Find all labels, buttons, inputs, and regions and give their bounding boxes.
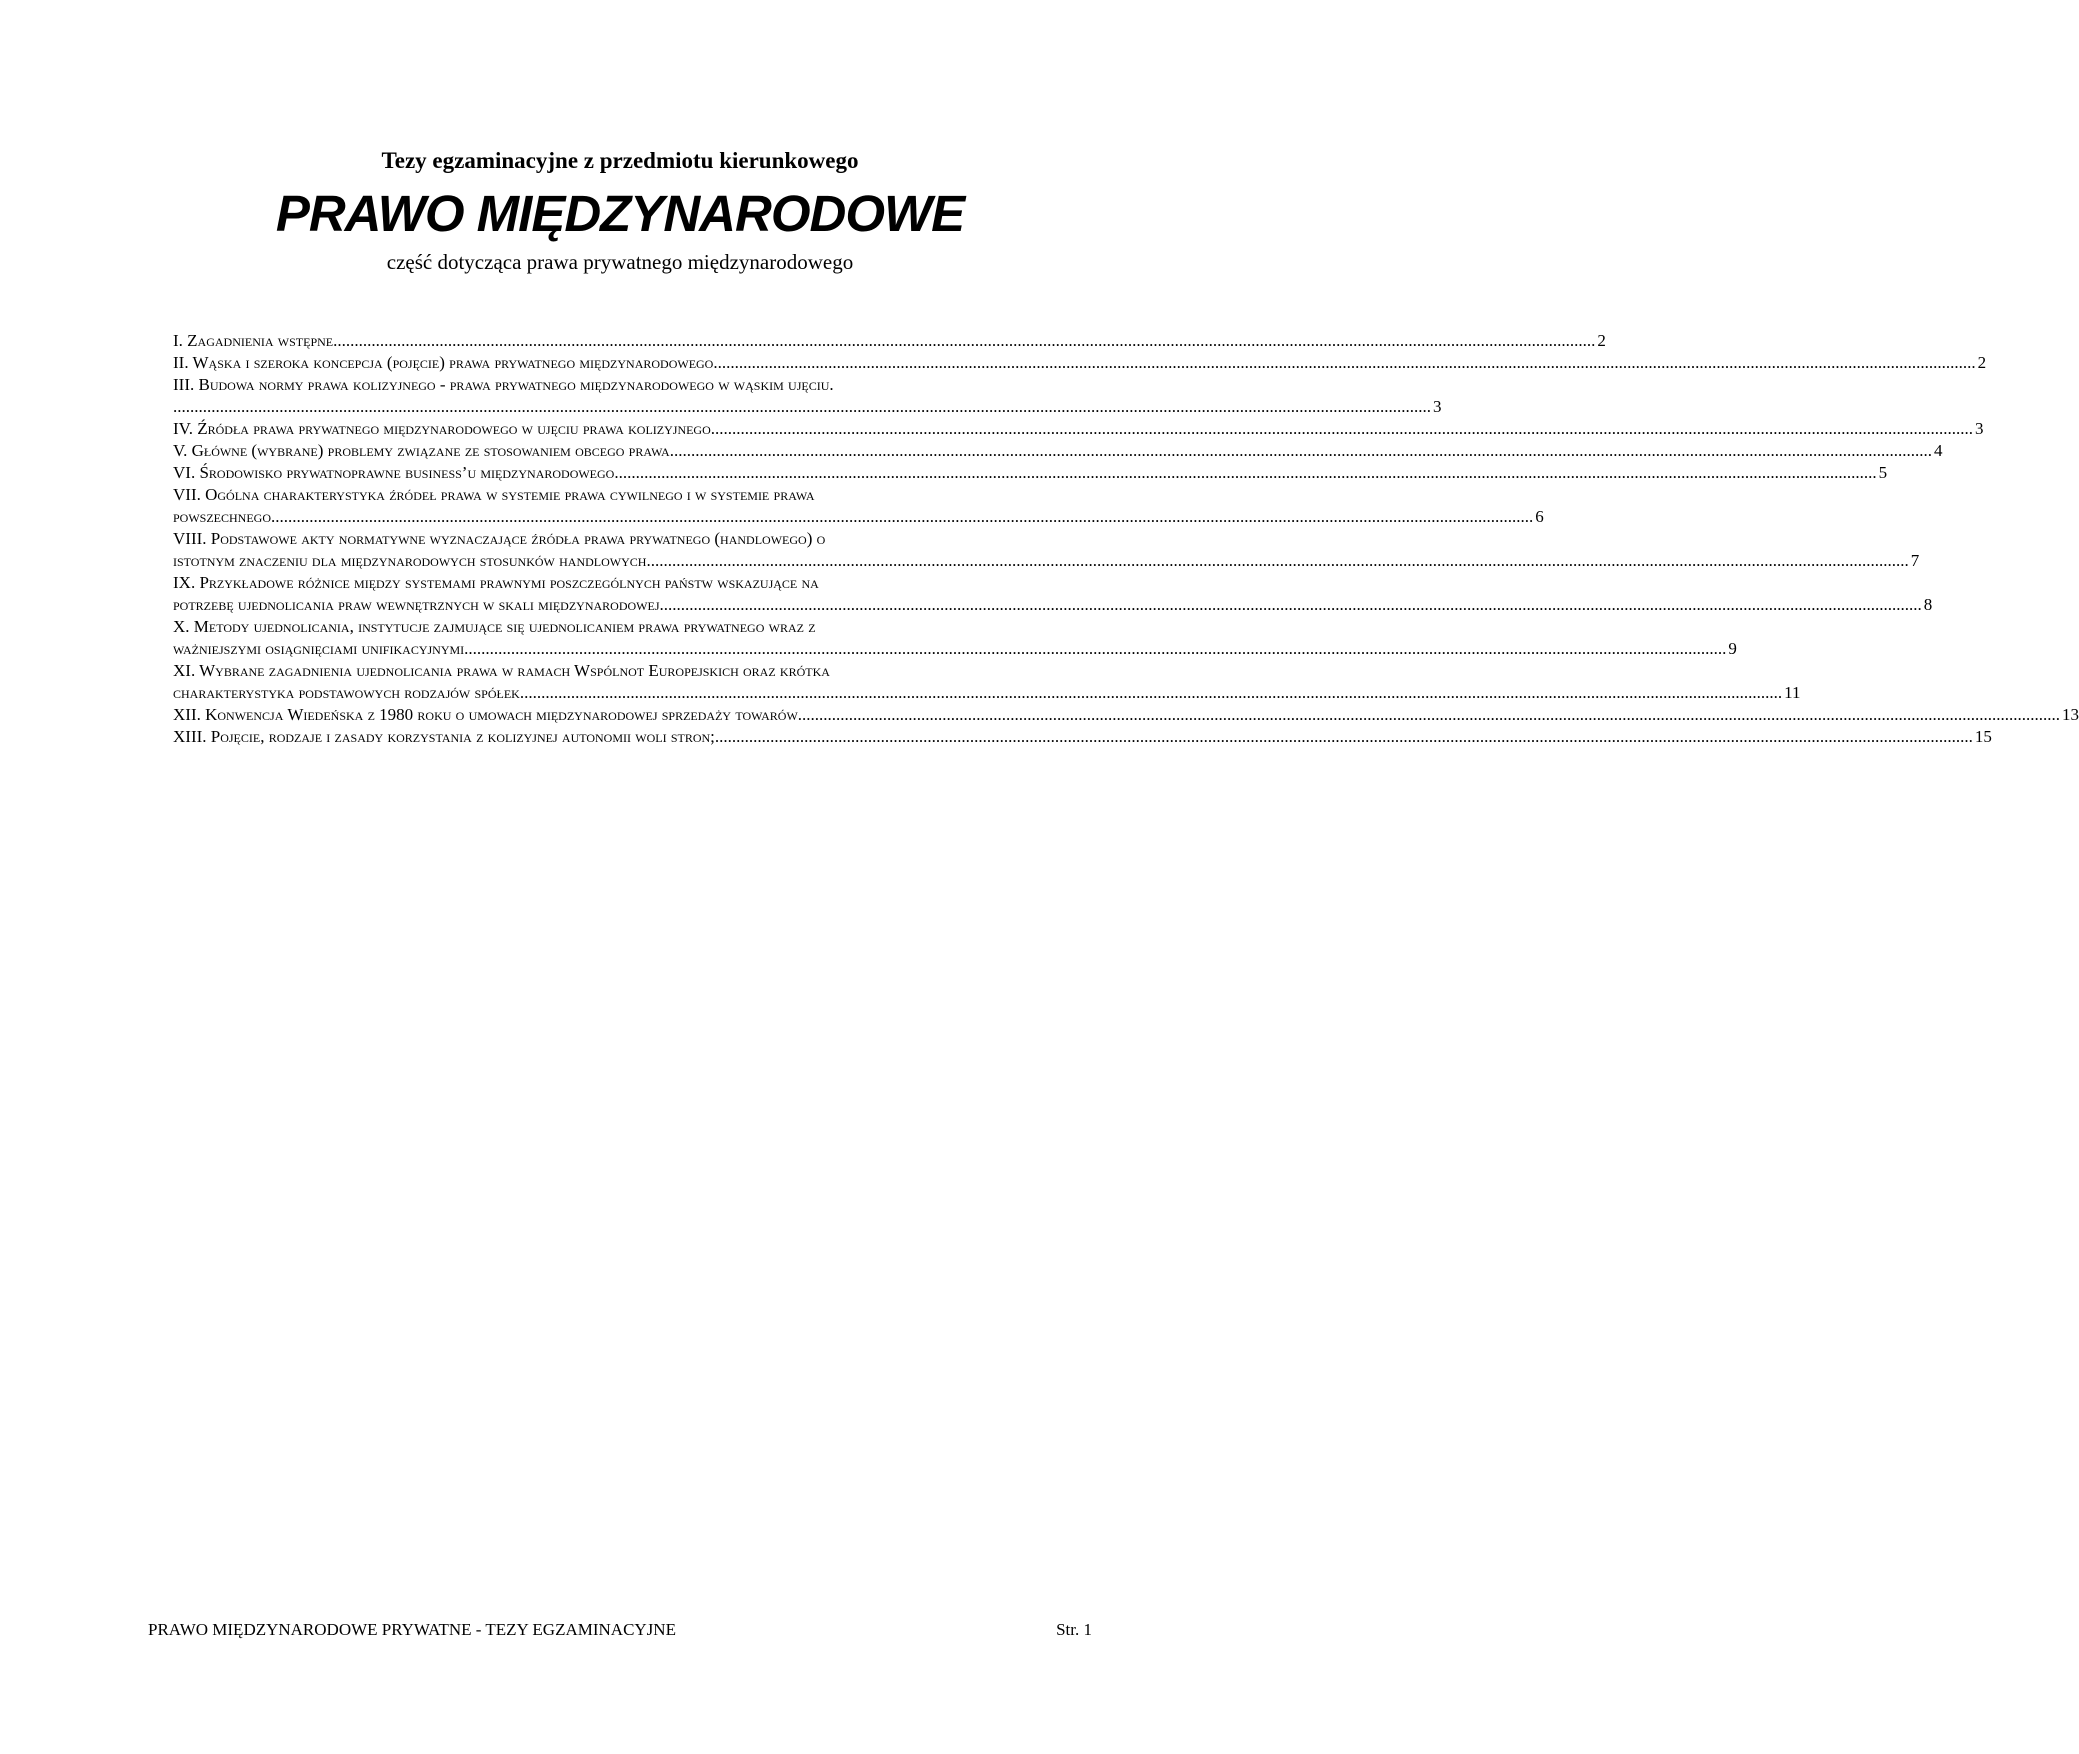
toc-dot-leader <box>664 594 1922 616</box>
toc-entry-title: IV. Źródła prawa prywatnego międzynarodowego w ujęciu prawa kolizyjnego. <box>173 419 716 438</box>
table-of-contents <box>173 330 2079 748</box>
toc-entry[interactable] <box>173 440 1943 462</box>
toc-entry[interactable] <box>173 660 1801 704</box>
toc-page-number: 8 <box>1923 595 1933 614</box>
document-subtitle: część dotycząca prawa prywatnego międzynarodowego <box>386 250 854 274</box>
toc-page-number: 6 <box>1535 507 1544 526</box>
toc-entry[interactable] <box>173 418 1984 440</box>
toc-dot-leader <box>674 440 1932 462</box>
document-title: PRAWO MIĘDZYNARODOWE <box>275 185 965 242</box>
toc-entry[interactable] <box>173 374 1442 418</box>
toc-entry-title: VI. Środowisko prywatnoprawne business’u międzynarodowego. <box>173 463 619 482</box>
toc-dot-leader <box>337 330 1595 352</box>
toc-entry-title-cont: istotnym znaczeniu dla międzynarodowych stosunków handlowych. <box>173 551 651 570</box>
toc-entry[interactable] <box>173 726 1992 748</box>
toc-entry[interactable] <box>173 572 1933 616</box>
toc-entry[interactable] <box>173 462 1888 484</box>
toc-page-number: 9 <box>1728 639 1737 658</box>
toc-entry-title: VIII. Podstawowe akty normatywne wyznaczające źródła prawa prywatnego (handlowego) o <box>173 529 826 548</box>
toc-dot-leader <box>275 506 1533 528</box>
toc-page-number: 11 <box>1784 683 1801 702</box>
toc-dot-leader <box>715 418 1973 440</box>
toc-dot-leader <box>802 704 2060 726</box>
toc-entry-title-cont: charakterystyka podstawowych rodzajów spółek. <box>173 683 525 702</box>
toc-entry[interactable] <box>173 704 2079 726</box>
toc-entry-title-cont: ważniejszymi osiągnięciami unifikacyjnymi. <box>173 639 469 658</box>
toc-page-number: 7 <box>1910 551 1920 570</box>
toc-page-number: 2 <box>1977 353 1987 372</box>
toc-page-number: 3 <box>1433 397 1442 416</box>
toc-entry[interactable] <box>173 330 1606 352</box>
toc-entry-title: I. Zagadnienia wstępne. <box>173 331 338 350</box>
toc-entry-title: XII. Konwencja Wiedeńska z 1980 roku o umowach międzynarodowej sprzedaży towarów. <box>173 705 803 724</box>
toc-entry-title: XI. Wybrane zagadnienia ujednolicania prawa w ramach Wspólnot Europejskich oraz krótka <box>173 661 830 680</box>
toc-dot-leader <box>468 638 1726 660</box>
toc-dot-leader <box>651 550 1909 572</box>
toc-page-number: 3 <box>1975 419 1984 438</box>
toc-entry[interactable] <box>173 528 1920 572</box>
toc-entry[interactable] <box>173 484 1544 528</box>
toc-entry[interactable] <box>173 616 1737 660</box>
toc-entry-title: IX. Przykładowe różnice między systemami prawnymi poszczególnych państw wskazujące na <box>173 573 819 592</box>
toc-entry-title: V. Główne (wybrane) problemy związane ze stosowaniem obcego prawa. <box>173 441 674 460</box>
toc-page-number: 13 <box>2062 705 2079 724</box>
toc-entry-title-cont: potrzebę ujednolicania praw wewnętrznych w skali międzynarodowej. <box>173 595 664 614</box>
toc-page-number: 2 <box>1597 331 1606 350</box>
toc-dot-leader <box>524 682 1782 704</box>
toc-entry-title: XIII. Pojęcie, rodzaje i zasady korzystania z kolizyjnej autonomii woli stron; <box>173 727 715 746</box>
page-footer <box>148 1620 1092 1640</box>
toc-entry-title: VII. Ogólna charakterystyka źródeł prawa w systemie prawa cywilnego i w systemie prawa <box>173 485 815 504</box>
toc-page-number: 5 <box>1878 463 1888 482</box>
toc-dot-leader <box>619 462 1877 484</box>
toc-entry[interactable] <box>173 352 1987 374</box>
footer-document-title: PRAWO MIĘDZYNARODOWE PRYWATNE - TEZY EGZAMINACYJNE <box>148 1620 676 1639</box>
toc-entry-title-cont: powszechnego. <box>173 507 276 526</box>
toc-entry-title: II. Wąska i szeroka koncepcja (pojęcie) prawa prywatnego międzynarodowego. <box>173 353 718 372</box>
toc-page-number: 4 <box>1933 441 1943 460</box>
toc-dot-leader <box>715 726 1973 748</box>
document-pretitle: Tezy egzaminacyjne z przedmiotu kierunkowego <box>381 148 859 173</box>
toc-page-number: 15 <box>1974 727 1992 746</box>
toc-entry-title: III. Budowa normy prawa kolizyjnego - prawa prywatnego międzynarodowego w wąskim ujęciu. <box>173 375 834 394</box>
footer-page-number: Str. 1 <box>1056 1620 1092 1639</box>
toc-entry-title: X. Metody ujednolicania, instytucje zajmujące się ujednolicaniem prawa prywatnego wraz z <box>173 617 816 636</box>
toc-dot-leader <box>173 396 1431 418</box>
toc-dot-leader <box>718 352 1976 374</box>
